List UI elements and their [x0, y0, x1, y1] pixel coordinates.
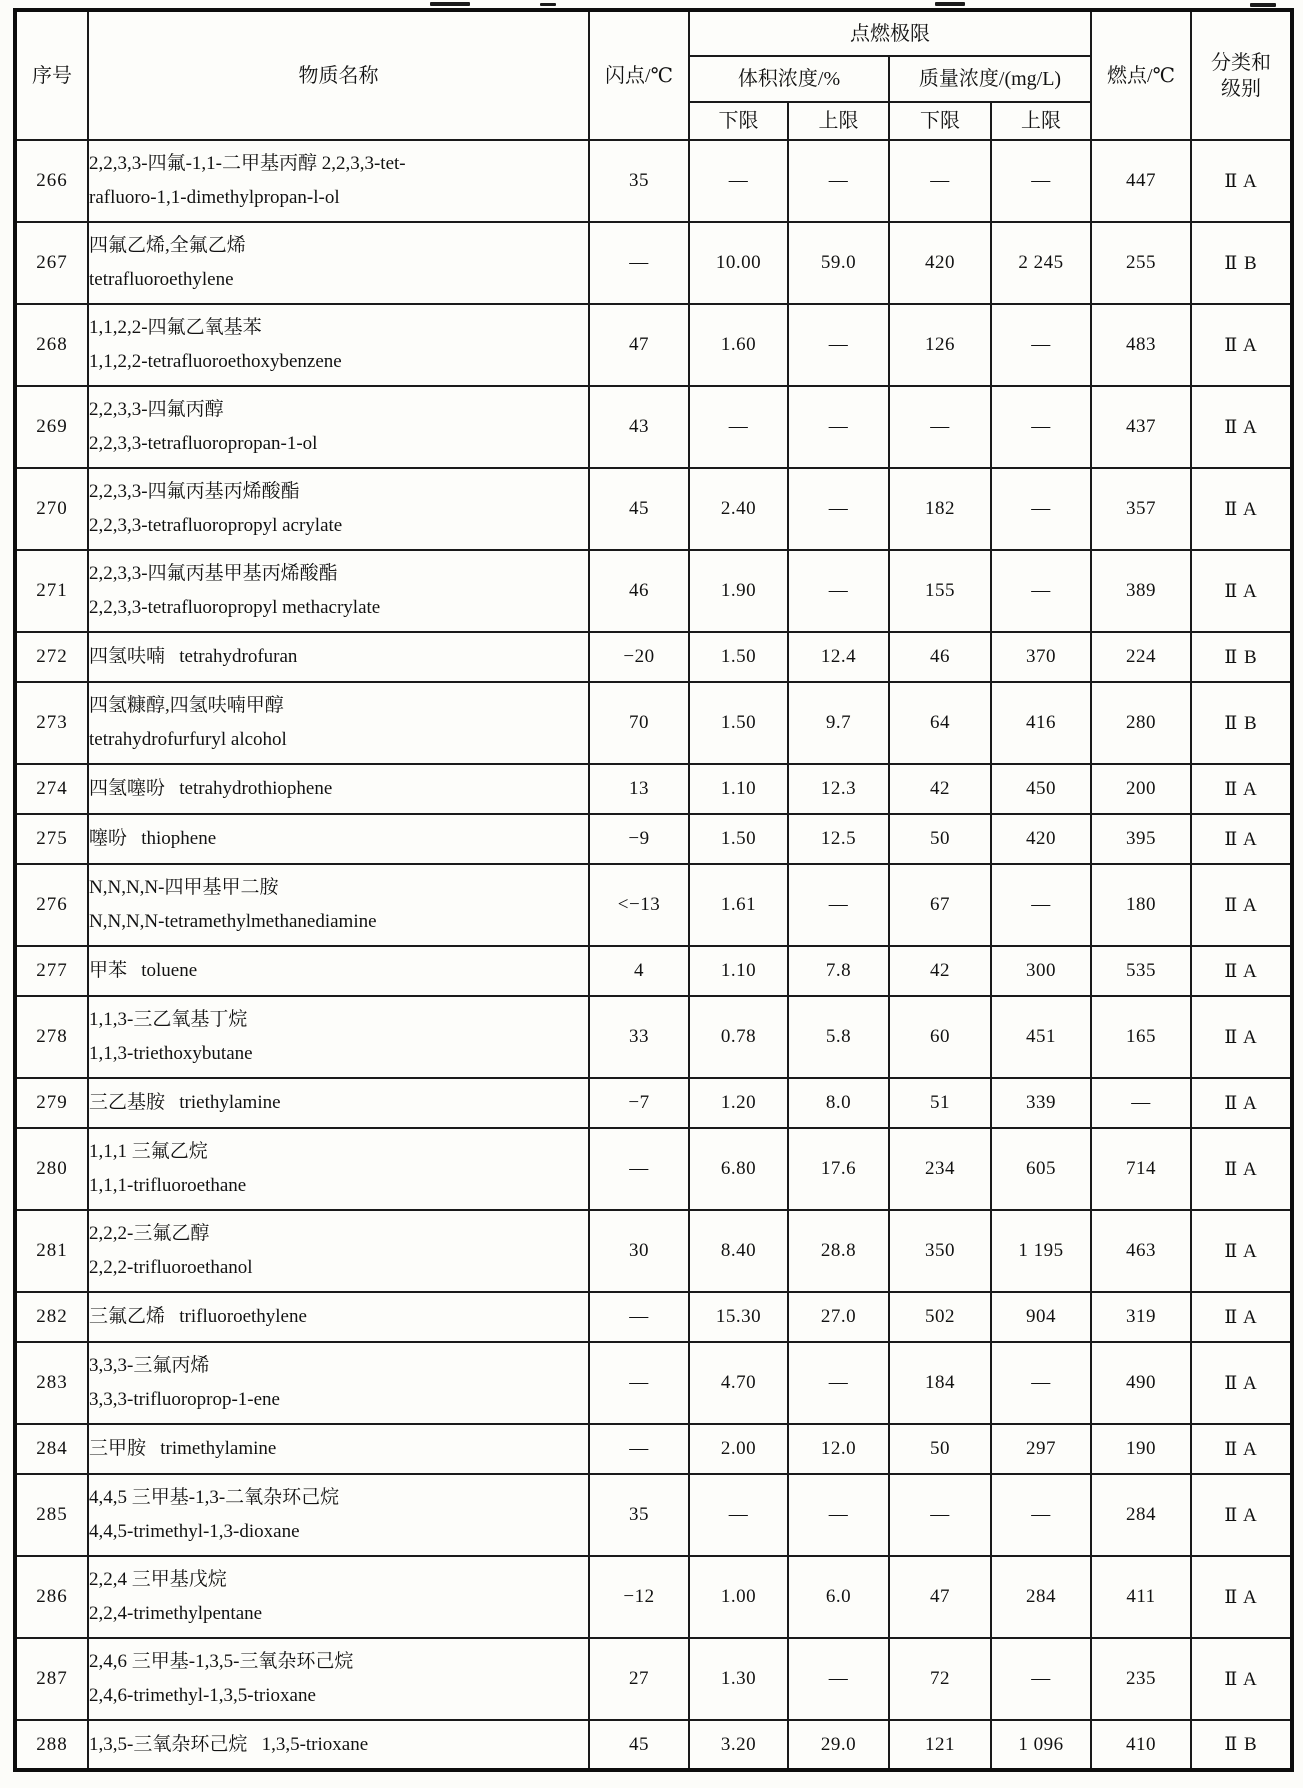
table-row	[15, 1210, 1292, 1292]
flash-point-cell: 4	[589, 946, 689, 996]
volume-upper-cell: —	[788, 550, 889, 632]
row-number-cell: 281	[15, 1210, 88, 1292]
classification-cell: Ⅱ A	[1191, 1342, 1292, 1424]
flash-point-cell: 33	[589, 996, 689, 1078]
substance-name-cell	[88, 386, 589, 468]
mass-lower-cell: 72	[889, 1638, 991, 1720]
mass-upper-cell: 300	[991, 946, 1091, 996]
mass-lower-cell: —	[889, 140, 991, 222]
flash-point-cell: 46	[589, 550, 689, 632]
substance-name-cell	[88, 632, 589, 682]
substance-name-line: 1,1,3-三乙氧基丁烷	[89, 1009, 248, 1030]
substance-name-cell	[88, 1078, 589, 1128]
flash-point-cell: 47	[589, 304, 689, 386]
volume-upper-cell: 9.7	[788, 682, 889, 764]
table-row	[15, 1720, 1292, 1770]
substance-name-line: 4,4,5-trimethyl-1,3-dioxane	[89, 1521, 300, 1542]
substance-name-cell	[88, 996, 589, 1078]
substance-name-line: 1,3,5-三氧杂环己烷 1,3,5-trioxane	[89, 1733, 369, 1755]
ignition-point-cell: —	[1091, 1078, 1191, 1128]
mass-lower-cell: 184	[889, 1342, 991, 1424]
row-number-cell: 287	[15, 1638, 88, 1720]
flash-point-cell: —	[589, 1292, 689, 1342]
substance-name-cell	[88, 1424, 589, 1474]
row-number-cell: 283	[15, 1342, 88, 1424]
mass-lower-cell: 350	[889, 1210, 991, 1292]
volume-upper-cell: —	[788, 468, 889, 550]
ignition-point-cell: 224	[1091, 632, 1191, 682]
classification-cell: Ⅱ B	[1191, 1720, 1292, 1770]
flash-point-cell: —	[589, 1128, 689, 1210]
table-row	[15, 946, 1292, 996]
classification-cell: Ⅱ A	[1191, 814, 1292, 864]
row-number-cell: 285	[15, 1474, 88, 1556]
ignition-point-cell: 200	[1091, 764, 1191, 814]
substance-name-line: 2,2,3,3-tetrafluoropropyl acrylate	[89, 515, 343, 536]
volume-lower-cell: 0.78	[689, 996, 788, 1078]
mass-upper-cell: 284	[991, 1556, 1091, 1638]
volume-upper-cell: —	[788, 140, 889, 222]
substance-name-line: 1,1,2,2-四氟乙氧基苯	[89, 317, 262, 338]
scan-artifact	[430, 2, 470, 6]
substance-name-line: 4,4,5 三甲基-1,3-二氧杂环己烷	[89, 1487, 340, 1508]
ignition-point-cell: 319	[1091, 1292, 1191, 1342]
volume-upper-cell: 28.8	[788, 1210, 889, 1292]
substance-name-cell	[88, 222, 589, 304]
mass-lower-cell: 502	[889, 1292, 991, 1342]
ignition-point-cell: 437	[1091, 386, 1191, 468]
table-row	[15, 1292, 1292, 1342]
table-row	[15, 814, 1292, 864]
classification-cell: Ⅱ B	[1191, 632, 1292, 682]
header-mass-lower: 下限	[889, 102, 991, 140]
volume-upper-cell: —	[788, 1638, 889, 1720]
volume-upper-cell: 8.0	[788, 1078, 889, 1128]
flash-point-cell: 45	[589, 468, 689, 550]
ignition-point-cell: 410	[1091, 1720, 1191, 1770]
volume-lower-cell: 1.61	[689, 864, 788, 946]
mass-lower-cell: 46	[889, 632, 991, 682]
mass-upper-cell: 450	[991, 764, 1091, 814]
volume-lower-cell: 1.50	[689, 814, 788, 864]
table-row	[15, 764, 1292, 814]
volume-lower-cell: 2.40	[689, 468, 788, 550]
mass-lower-cell: 50	[889, 1424, 991, 1474]
header-classification-line1: 分类和	[1211, 51, 1271, 74]
substance-name-line: 甲苯 toluene	[89, 960, 198, 981]
volume-lower-cell: 1.10	[689, 764, 788, 814]
table-row	[15, 1474, 1292, 1556]
table-row	[15, 386, 1292, 468]
header-serial-number: 序号	[15, 10, 88, 140]
header-substance-name: 物质名称	[88, 10, 589, 140]
ignition-point-cell: 180	[1091, 864, 1191, 946]
substance-name-cell	[88, 682, 589, 764]
volume-upper-cell: —	[788, 864, 889, 946]
volume-upper-cell: 12.4	[788, 632, 889, 682]
classification-cell: Ⅱ A	[1191, 1424, 1292, 1474]
volume-lower-cell: —	[689, 140, 788, 222]
classification-cell: Ⅱ A	[1191, 1128, 1292, 1210]
volume-upper-cell: 27.0	[788, 1292, 889, 1342]
substance-name-cell	[88, 1638, 589, 1720]
substance-name-cell	[88, 864, 589, 946]
volume-upper-cell: 17.6	[788, 1128, 889, 1210]
mass-upper-cell: 420	[991, 814, 1091, 864]
substance-name-line: 2,2,4 三甲基戊烷	[89, 1569, 227, 1590]
classification-cell: Ⅱ A	[1191, 1474, 1292, 1556]
volume-upper-cell: —	[788, 1474, 889, 1556]
mass-upper-cell: —	[991, 304, 1091, 386]
mass-upper-cell: 451	[991, 996, 1091, 1078]
substance-name-line: 1,1,3-triethoxybutane	[89, 1043, 253, 1064]
table-row	[15, 1424, 1292, 1474]
mass-lower-cell: 420	[889, 222, 991, 304]
mass-upper-cell: 370	[991, 632, 1091, 682]
substance-name-line: 2,2,3,3-四氟丙基丙烯酸酯	[89, 481, 300, 502]
mass-lower-cell: —	[889, 1474, 991, 1556]
table-row	[15, 468, 1292, 550]
mass-upper-cell: 1 096	[991, 1720, 1091, 1770]
ignition-point-cell: 490	[1091, 1342, 1191, 1424]
volume-lower-cell: 3.20	[689, 1720, 788, 1770]
table-row	[15, 1556, 1292, 1638]
table-row	[15, 632, 1292, 682]
classification-cell: Ⅱ A	[1191, 468, 1292, 550]
ignition-point-cell: 714	[1091, 1128, 1191, 1210]
row-number-cell: 286	[15, 1556, 88, 1638]
flash-point-cell: 45	[589, 1720, 689, 1770]
volume-upper-cell: 12.3	[788, 764, 889, 814]
header-volume-lower: 下限	[689, 102, 788, 140]
substance-name-cell	[88, 1292, 589, 1342]
row-number-cell: 272	[15, 632, 88, 682]
classification-cell: Ⅱ B	[1191, 222, 1292, 304]
ignition-point-cell: 535	[1091, 946, 1191, 996]
substance-name-line: 2,2,3,3-四氟丙醇	[89, 399, 224, 420]
mass-lower-cell: —	[889, 386, 991, 468]
substance-name-line: 四氢呋喃 tetrahydrofuran	[89, 646, 298, 667]
substance-name-line: 三甲胺 trimethylamine	[89, 1438, 277, 1459]
mass-lower-cell: 51	[889, 1078, 991, 1128]
row-number-cell: 276	[15, 864, 88, 946]
ignition-point-cell: 235	[1091, 1638, 1191, 1720]
mass-upper-cell: —	[991, 1638, 1091, 1720]
volume-lower-cell: 1.90	[689, 550, 788, 632]
flash-point-cell: —	[589, 1342, 689, 1424]
ignition-point-cell: 284	[1091, 1474, 1191, 1556]
flash-point-cell: −9	[589, 814, 689, 864]
flash-point-cell: —	[589, 1424, 689, 1474]
volume-upper-cell: —	[788, 304, 889, 386]
row-number-cell: 268	[15, 304, 88, 386]
row-number-cell: 284	[15, 1424, 88, 1474]
mass-upper-cell: —	[991, 550, 1091, 632]
volume-lower-cell: 1.50	[689, 632, 788, 682]
volume-lower-cell: 1.50	[689, 682, 788, 764]
mass-upper-cell: 416	[991, 682, 1091, 764]
row-number-cell: 278	[15, 996, 88, 1078]
substance-name-line: rafluoro-1,1-dimethylpropan-l-ol	[89, 187, 340, 208]
flash-point-cell: 70	[589, 682, 689, 764]
substance-name-line: 2,2,2-trifluoroethanol	[89, 1257, 253, 1278]
mass-lower-cell: 155	[889, 550, 991, 632]
substance-name-cell	[88, 946, 589, 996]
mass-upper-cell: —	[991, 140, 1091, 222]
volume-upper-cell: 59.0	[788, 222, 889, 304]
classification-cell: Ⅱ A	[1191, 1638, 1292, 1720]
volume-lower-cell: 1.30	[689, 1638, 788, 1720]
volume-lower-cell: 15.30	[689, 1292, 788, 1342]
classification-cell: Ⅱ A	[1191, 140, 1292, 222]
substance-properties-table	[13, 8, 1294, 1772]
mass-lower-cell: 47	[889, 1556, 991, 1638]
classification-cell: Ⅱ A	[1191, 1210, 1292, 1292]
ignition-point-cell: 463	[1091, 1210, 1191, 1292]
mass-lower-cell: 60	[889, 996, 991, 1078]
scan-artifact	[540, 3, 556, 6]
substance-name-cell	[88, 814, 589, 864]
header-mass-concentration: 质量浓度/(mg/L)	[889, 56, 1091, 102]
substance-name-cell	[88, 1474, 589, 1556]
table-row	[15, 864, 1292, 946]
substance-name-line: 四氟乙烯,全氟乙烯	[89, 235, 246, 256]
flash-point-cell: <−13	[589, 864, 689, 946]
row-number-cell: 279	[15, 1078, 88, 1128]
ignition-point-cell: 447	[1091, 140, 1191, 222]
flash-point-cell: 13	[589, 764, 689, 814]
ignition-point-cell: 357	[1091, 468, 1191, 550]
volume-lower-cell: —	[689, 1474, 788, 1556]
substance-name-cell	[88, 1210, 589, 1292]
mass-lower-cell: 67	[889, 864, 991, 946]
scan-artifact	[1250, 3, 1276, 7]
volume-lower-cell: 1.60	[689, 304, 788, 386]
row-number-cell: 275	[15, 814, 88, 864]
substance-name-line: tetrafluoroethylene	[89, 269, 234, 290]
substance-name-line: 1,1,1 三氟乙烷	[89, 1141, 208, 1162]
mass-upper-cell: —	[991, 1342, 1091, 1424]
row-number-cell: 267	[15, 222, 88, 304]
volume-upper-cell: —	[788, 386, 889, 468]
row-number-cell: 288	[15, 1720, 88, 1770]
table-row	[15, 140, 1292, 222]
table-row	[15, 1638, 1292, 1720]
volume-upper-cell: 6.0	[788, 1556, 889, 1638]
row-number-cell: 266	[15, 140, 88, 222]
substance-name-line: 四氢噻吩 tetrahydrothiophene	[89, 778, 333, 799]
mass-lower-cell: 182	[889, 468, 991, 550]
substance-name-line: N,N,N,N-tetramethylmethanediamine	[89, 911, 377, 932]
substance-name-line: 2,4,6-trimethyl-1,3,5-trioxane	[89, 1685, 316, 1706]
flash-point-cell: 30	[589, 1210, 689, 1292]
substance-name-line: 三乙基胺 triethylamine	[89, 1092, 281, 1113]
header-classification-line2: 级别	[1221, 77, 1261, 100]
substance-name-line: 1,1,1-trifluoroethane	[89, 1175, 247, 1196]
mass-upper-cell: 1 195	[991, 1210, 1091, 1292]
scan-artifact	[935, 2, 965, 6]
header-volume-upper: 上限	[788, 102, 889, 140]
substance-name-line: 2,2,3,3-tetrafluoropropyl methacrylate	[89, 597, 381, 618]
volume-upper-cell: 5.8	[788, 996, 889, 1078]
row-number-cell: 277	[15, 946, 88, 996]
substance-name-cell	[88, 764, 589, 814]
mass-upper-cell: 339	[991, 1078, 1091, 1128]
table-row	[15, 1342, 1292, 1424]
flash-point-cell: 35	[589, 1474, 689, 1556]
volume-upper-cell: 12.0	[788, 1424, 889, 1474]
volume-lower-cell: 1.00	[689, 1556, 788, 1638]
mass-lower-cell: 64	[889, 682, 991, 764]
classification-cell: Ⅱ B	[1191, 682, 1292, 764]
ignition-point-cell: 411	[1091, 1556, 1191, 1638]
table-row	[15, 1078, 1292, 1128]
classification-cell: Ⅱ A	[1191, 1556, 1292, 1638]
substance-name-line: 三氟乙烯 trifluoroethylene	[89, 1306, 307, 1327]
substance-name-cell	[88, 140, 589, 222]
header-ignition-limits: 点燃极限	[689, 10, 1091, 56]
mass-lower-cell: 42	[889, 764, 991, 814]
flash-point-cell: 43	[589, 386, 689, 468]
substance-name-line: 噻吩 thiophene	[89, 828, 217, 849]
mass-lower-cell: 50	[889, 814, 991, 864]
substance-name-line: 2,4,6 三甲基-1,3,5-三氧杂环己烷	[89, 1651, 354, 1672]
row-number-cell: 282	[15, 1292, 88, 1342]
classification-cell: Ⅱ A	[1191, 764, 1292, 814]
ignition-point-cell: 389	[1091, 550, 1191, 632]
row-number-cell: 271	[15, 550, 88, 632]
substance-name-cell	[88, 1342, 589, 1424]
table-row	[15, 304, 1292, 386]
header-classification	[1191, 10, 1292, 140]
table-body	[15, 140, 1292, 1770]
classification-cell: Ⅱ A	[1191, 304, 1292, 386]
flash-point-cell: 35	[589, 140, 689, 222]
header-ignition-point: 燃点/℃	[1091, 10, 1191, 140]
flash-point-cell: −12	[589, 1556, 689, 1638]
substance-name-line: 1,1,2,2-tetrafluoroethoxybenzene	[89, 351, 342, 372]
header-mass-upper: 上限	[991, 102, 1091, 140]
volume-lower-cell: 10.00	[689, 222, 788, 304]
substance-name-line: 2,2,4-trimethylpentane	[89, 1603, 263, 1624]
mass-upper-cell: 904	[991, 1292, 1091, 1342]
header-flash-point: 闪点/℃	[589, 10, 689, 140]
table-row	[15, 996, 1292, 1078]
classification-cell: Ⅱ A	[1191, 1078, 1292, 1128]
mass-lower-cell: 126	[889, 304, 991, 386]
classification-cell: Ⅱ A	[1191, 1292, 1292, 1342]
substance-name-cell	[88, 468, 589, 550]
flash-point-cell: −7	[589, 1078, 689, 1128]
mass-upper-cell: 605	[991, 1128, 1091, 1210]
row-number-cell: 270	[15, 468, 88, 550]
volume-lower-cell: 6.80	[689, 1128, 788, 1210]
flash-point-cell: 27	[589, 1638, 689, 1720]
ignition-point-cell: 483	[1091, 304, 1191, 386]
substance-name-cell	[88, 550, 589, 632]
substance-name-cell	[88, 1128, 589, 1210]
classification-cell: Ⅱ A	[1191, 864, 1292, 946]
volume-upper-cell: 29.0	[788, 1720, 889, 1770]
volume-lower-cell: 4.70	[689, 1342, 788, 1424]
table-header	[15, 10, 1292, 140]
volume-upper-cell: 12.5	[788, 814, 889, 864]
mass-lower-cell: 121	[889, 1720, 991, 1770]
substance-name-cell	[88, 1720, 589, 1770]
substance-name-line: N,N,N,N-四甲基甲二胺	[89, 877, 279, 898]
mass-lower-cell: 234	[889, 1128, 991, 1210]
row-number-cell: 280	[15, 1128, 88, 1210]
volume-upper-cell: —	[788, 1342, 889, 1424]
substance-name-line: 2,2,3,3-四氟-1,1-二甲基丙醇 2,2,3,3-tet-	[89, 153, 406, 174]
ignition-point-cell: 165	[1091, 996, 1191, 1078]
header-volume-concentration: 体积浓度/%	[689, 56, 889, 102]
volume-lower-cell: 1.20	[689, 1078, 788, 1128]
volume-lower-cell: 8.40	[689, 1210, 788, 1292]
ignition-point-cell: 190	[1091, 1424, 1191, 1474]
substance-name-line: tetrahydrofurfuryl alcohol	[89, 729, 287, 750]
mass-upper-cell: —	[991, 1474, 1091, 1556]
substance-name-line: 3,3,3-三氟丙烯	[89, 1355, 210, 1376]
mass-upper-cell: 2 245	[991, 222, 1091, 304]
classification-cell: Ⅱ A	[1191, 386, 1292, 468]
substance-name-cell	[88, 304, 589, 386]
table-row	[15, 1128, 1292, 1210]
mass-upper-cell: 297	[991, 1424, 1091, 1474]
row-number-cell: 273	[15, 682, 88, 764]
ignition-point-cell: 280	[1091, 682, 1191, 764]
mass-upper-cell: —	[991, 468, 1091, 550]
classification-cell: Ⅱ A	[1191, 946, 1292, 996]
substance-name-line: 2,2,3,3-四氟丙基甲基丙烯酸酯	[89, 563, 338, 584]
volume-upper-cell: 7.8	[788, 946, 889, 996]
substance-name-line: 2,2,3,3-tetrafluoropropan-1-ol	[89, 433, 318, 454]
flash-point-cell: —	[589, 222, 689, 304]
row-number-cell: 274	[15, 764, 88, 814]
volume-lower-cell: —	[689, 386, 788, 468]
mass-upper-cell: —	[991, 864, 1091, 946]
table-row	[15, 682, 1292, 764]
mass-upper-cell: —	[991, 386, 1091, 468]
substance-name-line: 3,3,3-trifluoroprop-1-ene	[89, 1389, 280, 1410]
classification-cell: Ⅱ A	[1191, 550, 1292, 632]
substance-name-line: 四氢糠醇,四氢呋喃甲醇	[89, 695, 284, 716]
mass-lower-cell: 42	[889, 946, 991, 996]
substance-name-cell	[88, 1556, 589, 1638]
volume-lower-cell: 1.10	[689, 946, 788, 996]
volume-lower-cell: 2.00	[689, 1424, 788, 1474]
ignition-point-cell: 395	[1091, 814, 1191, 864]
table-row	[15, 550, 1292, 632]
substance-name-line: 2,2,2-三氟乙醇	[89, 1223, 210, 1244]
table-row	[15, 222, 1292, 304]
ignition-point-cell: 255	[1091, 222, 1191, 304]
flash-point-cell: −20	[589, 632, 689, 682]
row-number-cell: 269	[15, 386, 88, 468]
classification-cell: Ⅱ A	[1191, 996, 1292, 1078]
